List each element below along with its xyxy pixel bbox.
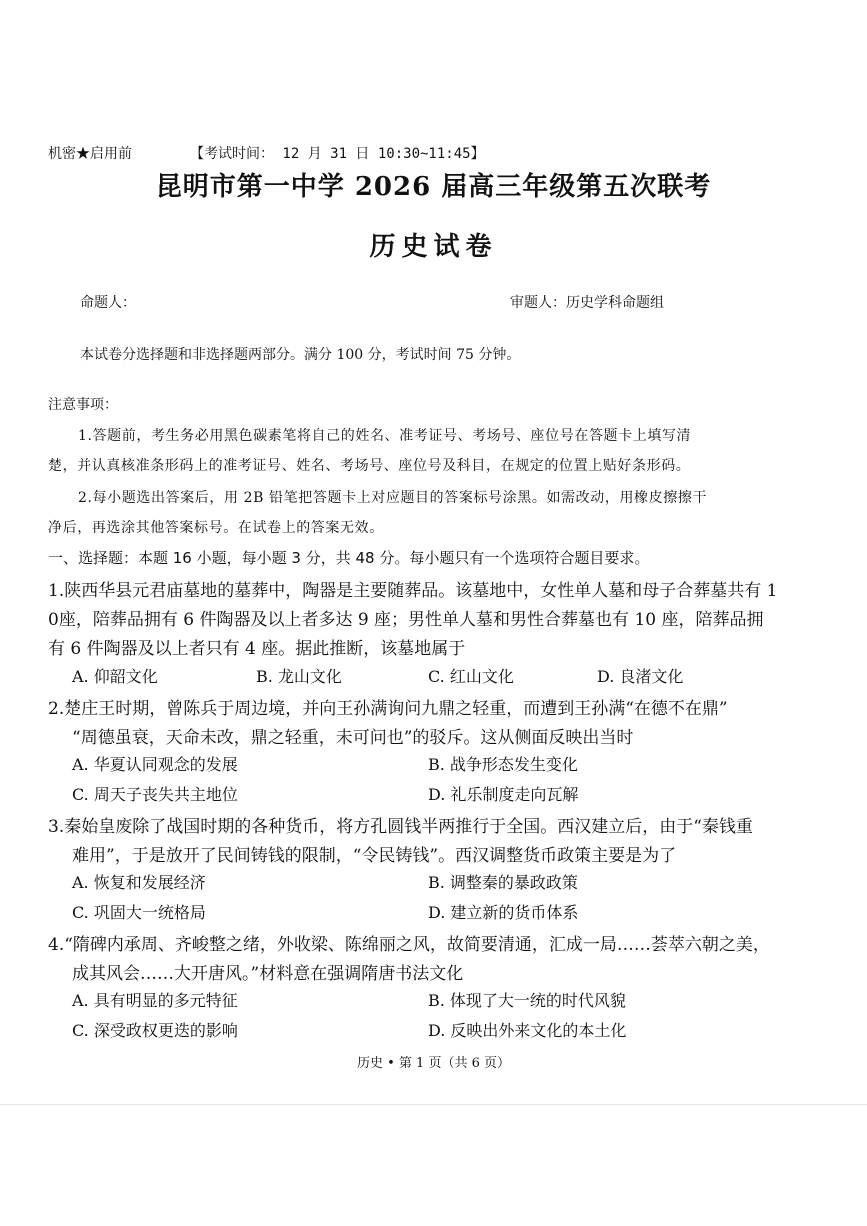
question-1-line-3: 有 6 件陶器及以上者只有 4 座。据此推断，该墓地属于 [48, 639, 466, 659]
notice-heading: 注意事项： [48, 397, 118, 413]
question-1-option-a: A. 仰韶文化 [72, 667, 158, 686]
page-footer: 历史 • 第 1 页（共 6 页） [356, 1056, 510, 1071]
confidential-mark: 机密★启用前 [48, 146, 132, 162]
page-divider [0, 1104, 867, 1105]
question-3-line-1: 3.秦始皇废除了战国时期的各种货币，将方孔圆钱半两推行于全国。西汉建立后，由于“秦钱重 [48, 817, 753, 837]
question-1-option-b: B. 龙山文化 [256, 667, 342, 686]
notice-item-1-line-2: 楚，并认真核准条形码上的准考证号、姓名、考场号、座位号及科目，在规定的位置上贴好条形码。 [48, 458, 691, 474]
reviewer-label: 审题人：历史学科命题组 [510, 295, 664, 311]
question-4-option-a: A. 具有明显的多元特征 [72, 991, 238, 1010]
question-3-option-d: D. 建立新的货币体系 [428, 903, 579, 922]
subject-title: 历史试卷 [369, 232, 498, 262]
question-1-option-d: D. 良渚文化 [597, 667, 684, 686]
question-2-option-b: B. 战争形态发生变化 [428, 755, 578, 774]
question-4-option-b: B. 体现了大一统的时代风貌 [428, 991, 626, 1010]
notice-item-1-line-1: 1.答题前，考生务必用黑色碳素笔将自己的姓名、准考证号、考场号、座位号在答题卡上填写清 [78, 428, 692, 444]
question-2-line-1: 2.楚庄王时期，曾陈兵于周边境，并向王孙满询问九鼎之轻重，而遭到王孙满“在德不在鼎” [48, 699, 728, 719]
setter-label: 命题人： [80, 295, 136, 311]
question-1-line-2: 0座，陪葬品拥有 6 件陶器及以上者多达 9 座；男性单人墓和男性合葬墓也有 10 座，陪葬品拥 [48, 610, 764, 630]
question-2-option-a: A. 华夏认同观念的发展 [72, 755, 238, 774]
question-1-option-c: C. 红山文化 [428, 667, 514, 686]
question-4-option-c: C. 深受政权更迭的影响 [72, 1021, 238, 1040]
exam-title: 昆明市第一中学 2026 届高三年级第五次联考 [155, 172, 712, 202]
question-2-line-2: “周德虽衰，天命未改，鼎之轻重，未可问也”的驳斥。这从侧面反映出当时 [72, 728, 634, 748]
exam-time: 【考试时间： 12 月 31 日 10:30~11:45】 [190, 146, 485, 162]
question-1-line-1: 1.陕西华县元君庙墓地的墓葬中，陶器是主要随葬品。该墓地中，女性单人墓和母子合葬墓共有 1 [48, 581, 778, 601]
question-3-line-2: 难用”，于是放开了民间铸钱的限制，“令民铸钱”。西汉调整货币政策主要是为了 [72, 846, 677, 866]
question-3-option-c: C. 巩固大一统格局 [72, 903, 206, 922]
exam-intro: 本试卷分选择题和非选择题两部分。满分 100 分，考试时间 75 分钟。 [80, 347, 521, 363]
section-heading: 一、选择题：本题 16 小题，每小题 3 分，共 48 分。每小题只有一个选项符合题目要求。 [48, 549, 650, 567]
question-3-option-a: A. 恢复和发展经济 [72, 873, 206, 892]
notice-item-2-line-2: 净后，再选涂其他答案标号。在试卷上的答案无效。 [48, 520, 384, 536]
question-2-option-c: C. 周天子丧失共主地位 [72, 785, 238, 804]
question-4-line-1: 4.“隋碑内承周、齐峻整之绪，外收梁、陈绵丽之风，故简要清通，汇成一局……荟萃六朝之美， [48, 935, 770, 955]
question-4-line-2: 成其风会……大开唐风。”材料意在强调隋唐书法文化 [72, 964, 464, 984]
question-4-option-d: D. 反映出外来文化的本土化 [428, 1021, 627, 1040]
question-3-option-b: B. 调整秦的暴政政策 [428, 873, 578, 892]
question-2-option-d: D. 礼乐制度走向瓦解 [428, 785, 579, 804]
notice-item-2-line-1: 2.每小题选出答案后，用 2B 铅笔把答题卡上对应题目的答案标号涂黑。如需改动，用橡皮擦擦干 [78, 490, 708, 506]
